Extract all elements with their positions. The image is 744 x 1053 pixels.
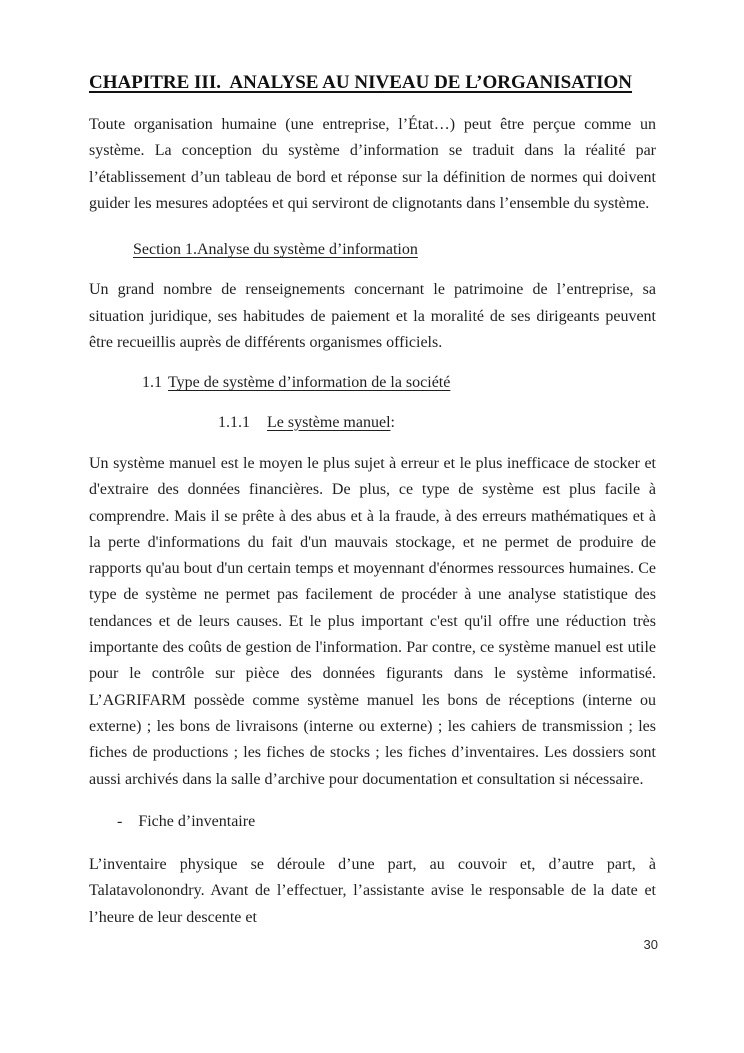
dash-bullet: - — [117, 812, 123, 830]
list-item-label: Fiche d’inventaire — [138, 812, 256, 830]
heading-1-1 — [89, 370, 656, 396]
section-1-heading-text: Section 1.Analyse du système d’information — [133, 241, 418, 259]
heading-1-1-number: 1.1 — [142, 374, 162, 392]
heading-1-1-1 — [89, 410, 656, 436]
heading-1-1-title: Type de système d’information de la société — [168, 374, 451, 392]
inventory-paragraph: L’inventaire physique se déroule d’une part, au couvoir et, d’autre part, à Talatavolonondry. Avant de l’effectuer, l’assistante avise le responsable de la date et l’heure de leur descente et — [89, 856, 656, 926]
section-1-heading — [89, 237, 656, 263]
intro-paragraph: Toute organisation humaine (une entreprise, l’État…) peut être perçue comme un système. La conception du système d’information se traduit dans la réalité par l’établissement d’un tableau de bord et réponse sur la définition de normes qui doivent guider les mesures adoptées et qui serviront de clignotants dans l’ensemble du système. — [89, 116, 656, 212]
page-number: 30 — [643, 937, 658, 952]
heading-1-1-1-number: 1.1.1 — [218, 413, 250, 431]
heading-1-1-1-colon: : — [390, 413, 395, 431]
list-item-fiche-inventaire — [89, 809, 656, 835]
chapter-title: CHAPITRE III. ANALYSE AU NIVEAU DE L’ORGANISATION — [89, 72, 633, 93]
heading-1-1-1-title: Le système manuel — [267, 413, 391, 431]
section-1-paragraph: Un grand nombre de renseignements concernant le patrimoine de l’entreprise, sa situation juridique, ses habitudes de paiement et la moralité de ses dirigeants peuvent être recueillis auprès de différents organismes officiels. — [89, 281, 656, 352]
manual-system-paragraph: Un système manuel est le moyen le plus sujet à erreur et le plus inefficace de stocker et d'extraire des données financières. De plus, ce type de système est plus facile à comprendre. Mais il se prête à des abus et à la fraude, à des erreurs mathématiques et à la perte d'informations du fait d'un mauvais stockage, et ne permet de produire de rapports qu'au bout d'un certain temps et moyennant d'énormes ressources humaines. Ce type de système ne permet pas facilement de procéder à une analyse statistique des tendances et de leurs causes. Et le plus important c'est qu'il offre une réduction très importante des coûts de gestion de l'information. Par contre, ce système manuel est utile pour le contrôle sur pièce des données figurants dans le système informatisé. L’AGRIFARM possède comme système manuel les bons de réceptions (interne ou externe) ; les bons de livraisons (interne ou externe) ; les cahiers de transmission ; les fiches de productions ; les fiches de stocks ; les fiches d’inventaires. Les dossiers sont aussi archivés dans la salle d’archive pour documentation et consultation si nécessaire. — [89, 454, 656, 788]
